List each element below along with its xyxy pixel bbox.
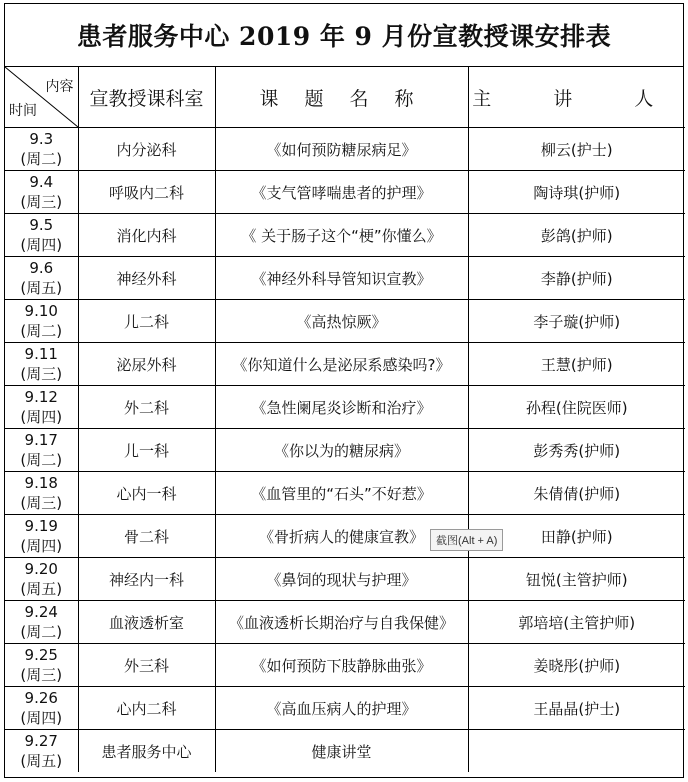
department-cell: 儿一科: [78, 429, 215, 472]
speaker-cell: 朱倩倩(护师): [468, 472, 685, 515]
speaker-cell: 柳云(护士): [468, 128, 685, 171]
date-cell: [5, 214, 78, 257]
speaker-cell: 陶诗琪(护师): [468, 171, 685, 214]
speaker-cell: 姜晓彤(护师): [468, 644, 685, 687]
speaker-cell: 李子璇(护师): [468, 300, 685, 343]
topic-cell: 健康讲堂: [215, 730, 468, 773]
table-row: [5, 214, 685, 257]
weekday-label: (周二): [20, 623, 63, 641]
department-cell: 外二科: [78, 386, 215, 429]
date-label: 9.26: [24, 689, 58, 707]
speaker-cell: 田静(护师): [468, 515, 685, 558]
weekday-label: (周二): [20, 322, 63, 340]
corner-label-time: 时间: [9, 103, 37, 119]
topic-cell: 《高血压病人的护理》: [215, 687, 468, 730]
table-row: [5, 128, 685, 171]
header-row: [5, 67, 685, 128]
department-cell: 神经外科: [78, 257, 215, 300]
date-cell: [5, 644, 78, 687]
weekday-label: (周五): [20, 279, 63, 297]
table-row: [5, 687, 685, 730]
date-label: 9.18: [24, 474, 58, 492]
weekday-label: (周二): [20, 451, 63, 469]
corner-label-content: 内容: [45, 79, 74, 95]
department-cell: 儿二科: [78, 300, 215, 343]
topic-cell: 《你以为的糖尿病》: [215, 429, 468, 472]
speaker-cell: 王晶晶(护士): [468, 687, 685, 730]
weekday-label: (周五): [20, 752, 63, 770]
topic-cell: 《神经外科导管知识宣教》: [215, 257, 468, 300]
schedule-sheet: [4, 3, 684, 778]
department-cell: 患者服务中心: [78, 730, 215, 773]
speaker-cell: 彭秀秀(护师): [468, 429, 685, 472]
weekday-label: (周四): [20, 408, 63, 426]
date-cell: [5, 171, 78, 214]
date-label: 9.5: [29, 216, 54, 234]
department-cell: 内分泌科: [78, 128, 215, 171]
page-title: 患者服务中心 2019 年 9 月份宣教授课安排表: [5, 4, 683, 67]
topic-cell: 《支气管哮喘患者的护理》: [215, 171, 468, 214]
weekday-label: (周四): [20, 236, 63, 254]
header-speaker: 主 讲 人: [468, 67, 685, 128]
speaker-cell: 孙程(住院医师): [468, 386, 685, 429]
date-cell: [5, 343, 78, 386]
topic-cell: 《如何预防下肢静脉曲张》: [215, 644, 468, 687]
department-cell: 心内一科: [78, 472, 215, 515]
topic-cell: 《如何预防糖尿病足》: [215, 128, 468, 171]
table-row: [5, 386, 685, 429]
screenshot-tooltip: 截图(Alt + A): [430, 529, 503, 551]
date-cell: [5, 257, 78, 300]
table-row: [5, 257, 685, 300]
date-cell: [5, 601, 78, 644]
weekday-label: (周五): [20, 580, 63, 598]
table-row: [5, 558, 685, 601]
table-row: [5, 730, 685, 773]
speaker-cell: 王慧(护师): [468, 343, 685, 386]
topic-cell: 《鼻饲的现状与护理》: [215, 558, 468, 601]
date-label: 9.20: [24, 560, 58, 578]
weekday-label: (周二): [20, 150, 63, 168]
date-cell: [5, 472, 78, 515]
date-label: 9.27: [24, 732, 58, 750]
date-label: 9.4: [29, 173, 54, 191]
table-row: [5, 343, 685, 386]
department-cell: 骨二科: [78, 515, 215, 558]
date-cell: [5, 429, 78, 472]
table-row: [5, 472, 685, 515]
department-cell: 外三科: [78, 644, 215, 687]
department-cell: 血液透析室: [78, 601, 215, 644]
department-cell: 消化内科: [78, 214, 215, 257]
weekday-label: (周三): [20, 494, 63, 512]
date-label: 9.25: [24, 646, 58, 664]
table-row: [5, 601, 685, 644]
date-cell: [5, 730, 78, 773]
weekday-label: (周三): [20, 666, 63, 684]
date-label: 9.6: [29, 259, 54, 277]
date-label: 9.3: [29, 130, 54, 148]
date-label: 9.17: [24, 431, 58, 449]
department-cell: 泌尿外科: [78, 343, 215, 386]
date-label: 9.10: [24, 302, 58, 320]
speaker-cell: [468, 730, 685, 773]
date-label: 9.24: [24, 603, 58, 621]
topic-cell: 《急性阑尾炎诊断和治疗》: [215, 386, 468, 429]
date-cell: [5, 687, 78, 730]
department-cell: 神经内一科: [78, 558, 215, 601]
date-label: 9.12: [24, 388, 58, 406]
topic-cell: 《你知道什么是泌尿系感染吗?》: [215, 343, 468, 386]
speaker-cell: 李静(护师): [468, 257, 685, 300]
table-row: [5, 429, 685, 472]
table-row: [5, 171, 685, 214]
table-row: [5, 644, 685, 687]
topic-cell: 《 关于肠子这个“梗”你懂么》: [215, 214, 468, 257]
speaker-cell: 钮悦(主管护师): [468, 558, 685, 601]
speaker-cell: 郭培培(主管护师): [468, 601, 685, 644]
weekday-label: (周三): [20, 365, 63, 383]
date-label: 9.11: [24, 345, 58, 363]
topic-cell: 《血液透析长期治疗与自我保健》: [215, 601, 468, 644]
topic-cell: 《血管里的“石头”不好惹》: [215, 472, 468, 515]
header-department: 宣教授课科室: [78, 67, 215, 128]
date-cell: [5, 558, 78, 601]
schedule-table: [5, 67, 685, 772]
topic-cell: 《骨折病人的健康宣教》: [215, 515, 468, 558]
date-cell: [5, 128, 78, 171]
weekday-label: (周三): [20, 193, 63, 211]
table-row: [5, 300, 685, 343]
department-cell: 呼吸内二科: [78, 171, 215, 214]
date-cell: [5, 386, 78, 429]
date-label: 9.19: [24, 517, 58, 535]
speaker-cell: 彭鸽(护师): [468, 214, 685, 257]
table-row: [5, 515, 685, 558]
weekday-label: (周四): [20, 537, 63, 555]
corner-header-cell: [5, 67, 78, 128]
weekday-label: (周四): [20, 709, 63, 727]
header-topic: 课 题 名 称: [215, 67, 468, 128]
date-cell: [5, 515, 78, 558]
department-cell: 心内二科: [78, 687, 215, 730]
topic-cell: 《高热惊厥》: [215, 300, 468, 343]
date-cell: [5, 300, 78, 343]
